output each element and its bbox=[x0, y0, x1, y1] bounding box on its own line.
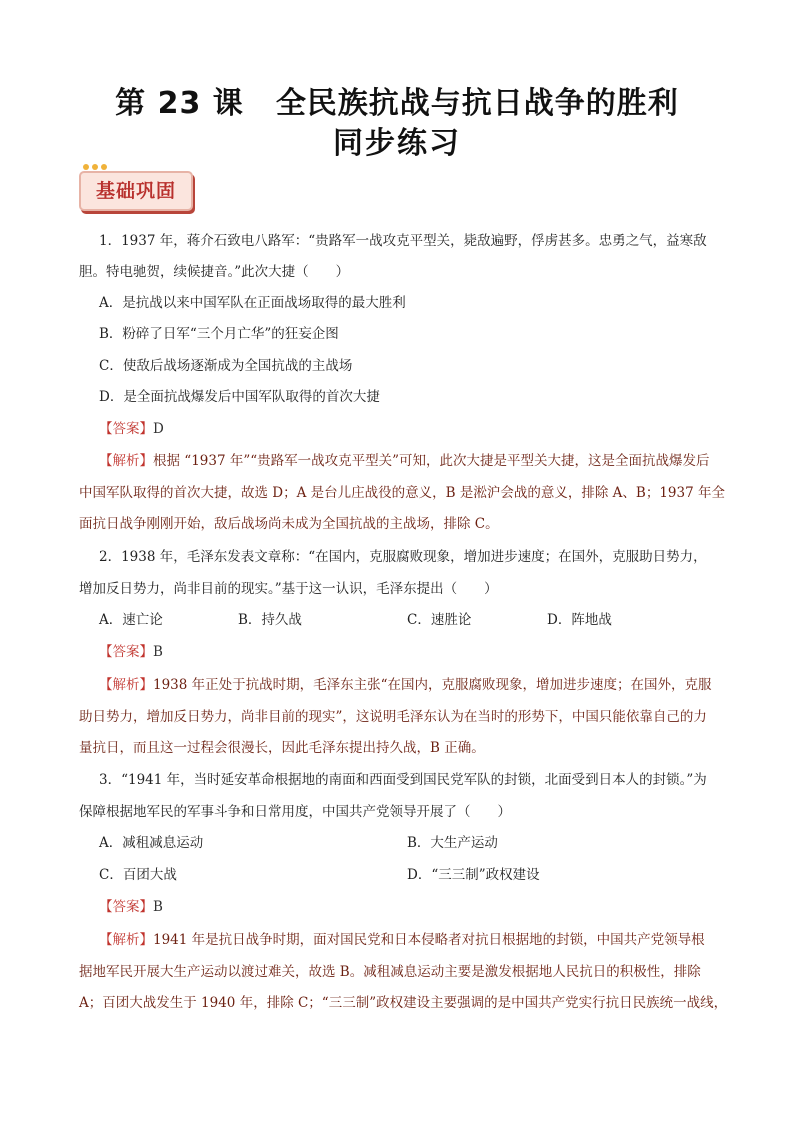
page-title bbox=[0, 78, 794, 122]
answer-value: B bbox=[153, 899, 163, 915]
analysis-tag: 【解析】 bbox=[99, 932, 153, 948]
question-3-analysis-line-3: A；百团大战发生于 1940 年，排除 C；“三三制”政权建设主要强调的是中国共产党实行抗日民族统一战线， bbox=[79, 995, 728, 1011]
question-1-option-c: C．使敌后战场逐渐成为全国抗战的主战场 bbox=[99, 358, 353, 374]
question-1-answer bbox=[99, 420, 164, 438]
question-2-option-b: B．持久战 bbox=[238, 612, 302, 628]
question-2-option-d: D．阵地战 bbox=[547, 612, 612, 628]
question-3-analysis-line-2: 据地军民开展大生产运动以渡过难关，故选 B。减租减息运动主要是激发根据地人民抗日的积极性，排除 bbox=[79, 964, 701, 980]
question-3-option-d: D．“三三制”政权建设 bbox=[407, 867, 540, 883]
question-1-stem-line-1: 1．1937 年，蒋介石致电八路军：“贵路军一战攻克平型关，毙敌遍野，俘虏甚多。忠勇之气，益寒敌 bbox=[99, 233, 707, 249]
question-3-option-c: C．百团大战 bbox=[99, 867, 177, 883]
question-2-stem-line-2: 增加反日势力，尚非目前的现实。”基于这一认识，毛泽东提出（ ） bbox=[79, 581, 498, 597]
section-badge bbox=[79, 171, 193, 211]
page-subtitle: 同步练习 bbox=[333, 126, 461, 161]
section-badge-label: 基础巩固 bbox=[95, 180, 176, 202]
question-1-analysis-line-2: 中国军队取得的首次大捷，故选 D；A 是台儿庄战役的意义，B 是淞沪会战的意义，排除 A、B；1937 年全 bbox=[79, 485, 725, 501]
question-3-answer bbox=[99, 898, 163, 916]
answer-value: D bbox=[153, 421, 164, 437]
analysis-tag: 【解析】 bbox=[99, 677, 153, 693]
question-2-answer bbox=[99, 643, 163, 661]
question-1-option-b: B．粉碎了日军“三个月亡华”的狂妄企图 bbox=[99, 326, 339, 342]
answer-tag: 【答案】 bbox=[99, 644, 153, 660]
question-1-analysis-line-1: 【解析】根据 “1937 年”“贵路军一战攻克平型关”可知，此次大捷是平型关大捷，这是全面抗战爆发后 bbox=[99, 453, 710, 469]
lesson-topic: 全民族抗战与抗日战争的胜利 bbox=[275, 86, 679, 121]
question-1-analysis-line-3: 面抗日战争刚刚开始，敌后战场尚未成为全国抗战的主战场，排除 C。 bbox=[79, 516, 499, 532]
answer-value: B bbox=[153, 644, 163, 660]
question-2-option-c: C．速胜论 bbox=[407, 612, 472, 628]
question-1-stem-line-2: 胆。特电驰贺，续候捷音。”此次大捷（ ） bbox=[79, 264, 350, 280]
question-2-stem-line-1: 2．1938 年，毛泽东发表文章称：“在国内，克服腐败现象，增加进步速度；在国外，克服助日势力， bbox=[99, 549, 707, 565]
question-2-analysis-line-2: 助日势力，增加反日势力，尚非目前的现实”，这说明毛泽东认为在当时的形势下，中国只能依靠自己的力 bbox=[79, 709, 707, 725]
question-2-analysis-line-1: 【解析】1938 年正处于抗战时期，毛泽东主张“在国内，克服腐败现象，增加进步速度；在国外，克服 bbox=[99, 677, 712, 693]
question-2-analysis-line-3: 量抗日，而且这一过程会很漫长，因此毛泽东提出持久战，B 正确。 bbox=[79, 740, 485, 756]
question-1-option-d: D．是全面抗战爆发后中国军队取得的首次大捷 bbox=[99, 389, 380, 405]
question-3-stem-line-1: 3．“1941 年，当时延安革命根据地的南面和西面受到国民党军队的封锁，北面受到日本人的封锁。”为 bbox=[99, 772, 707, 788]
question-3-option-a: A．减租减息运动 bbox=[99, 835, 204, 851]
question-2-option-a: A．速亡论 bbox=[99, 612, 163, 628]
analysis-tag: 【解析】 bbox=[99, 453, 153, 469]
lesson-number: 第 23 课 bbox=[115, 86, 244, 121]
answer-tag: 【答案】 bbox=[99, 421, 153, 437]
question-3-option-b: B．大生产运动 bbox=[407, 835, 498, 851]
question-3-stem-line-2: 保障根据地军民的军事斗争和日常用度，中国共产党领导开展了（ ） bbox=[79, 804, 511, 820]
question-3-analysis-line-1: 【解析】1941 年是抗日战争时期，面对国民党和日本侵略者对抗日根据地的封锁，中国共产党领导根 bbox=[99, 932, 705, 948]
answer-tag: 【答案】 bbox=[99, 899, 153, 915]
question-1-option-a: A．是抗战以来中国军队在正面战场取得的最大胜利 bbox=[99, 295, 406, 311]
